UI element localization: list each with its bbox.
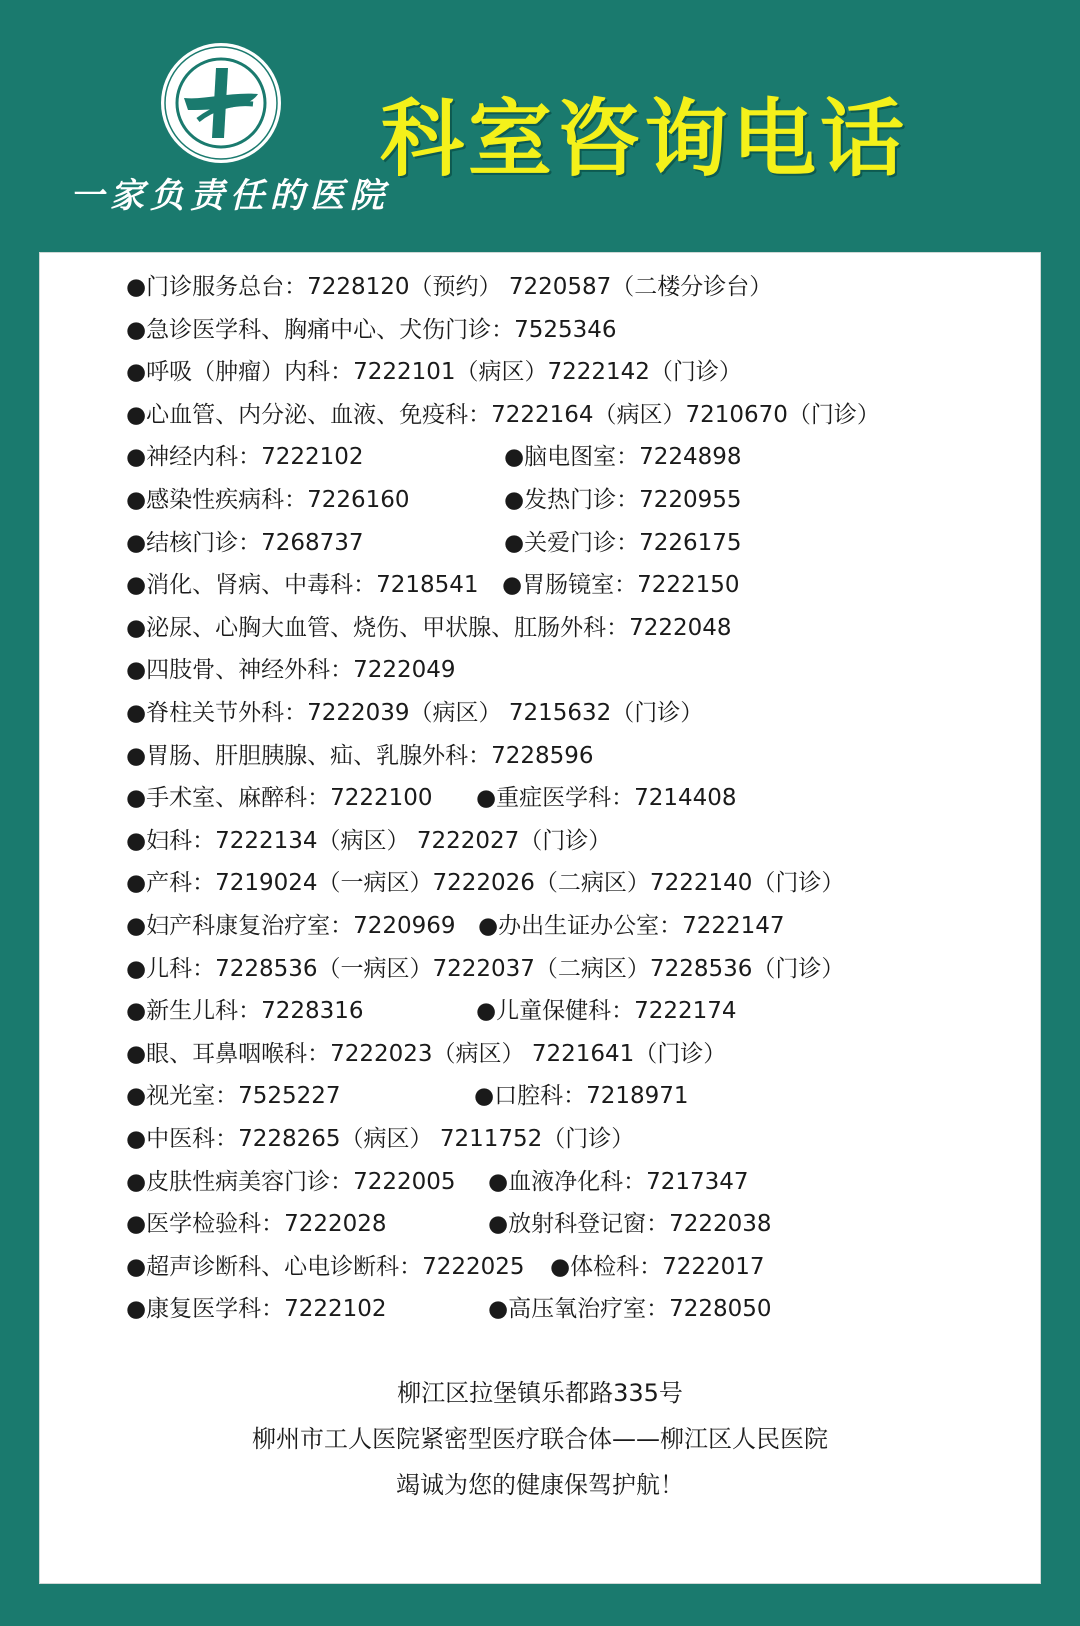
department-phone: ●胃肠、肝胆胰腺、疝、乳腺外科：7228596: [126, 742, 594, 769]
phone-entry-row: [126, 780, 737, 816]
department-phone: ●发热门诊：7220955: [504, 487, 742, 513]
department-phone: ●神经内科：7222102: [126, 444, 364, 471]
department-phone: ●门诊服务总台：7228120（预约） 7220587（二楼分诊台）: [126, 274, 773, 300]
phone-entry-row: [126, 269, 772, 305]
department-phone: ●中医科：7228265（病区） 7211752（门诊）: [126, 1126, 635, 1152]
department-phone: ●妇科：7222134（病区） 7222027（门诊）: [126, 827, 612, 854]
department-phone: ●脑电图室：7224898: [504, 444, 742, 471]
department-phone: ●重症医学科：7214408: [476, 785, 737, 812]
phone-entry-row: [126, 567, 740, 603]
phone-entry-row: [126, 865, 844, 901]
department-phone: ●放射科登记窗：7222038: [488, 1211, 772, 1238]
department-phone: ●四肢骨、神经外科：7222049: [126, 657, 456, 684]
department-phone: ●产科：7219024（一病区）7222026（二病区）7222140（门诊）: [126, 870, 845, 897]
phone-entry-row: [126, 652, 456, 688]
contact-panel: [40, 253, 1040, 1583]
department-phone: ●血液净化科：7217347: [488, 1168, 749, 1195]
phone-entry-row: [126, 1249, 765, 1285]
department-phone: ●眼、耳鼻咽喉科：7222023（病区） 7221641（门诊）: [126, 1040, 727, 1067]
department-phone: ●办出生证办公室：7222147: [478, 913, 785, 939]
department-phone: ●急诊医学科、胸痛中心、犬伤门诊：7525346: [126, 316, 617, 343]
department-phone: ●感染性疾病科：7226160: [126, 487, 410, 513]
phone-entry-row: [126, 738, 594, 774]
phone-entry-row: [126, 823, 611, 859]
hospital-logo-icon: [158, 40, 284, 166]
page-title: 科室咨询电话: [380, 90, 909, 188]
phone-entry-row: [126, 482, 742, 518]
department-phone: ●脊柱关节外科：7222039（病区） 7215632（门诊）: [126, 700, 704, 726]
phone-entry-row: [126, 951, 844, 987]
phone-entry-row: [126, 695, 703, 731]
phone-entry-row: [126, 908, 785, 944]
phone-entry-row: [126, 439, 742, 475]
department-phone: ●结核门诊：7268737: [126, 529, 364, 556]
department-phone: ●妇产科康复治疗室：7220969: [126, 913, 456, 939]
phone-entry-row: [126, 312, 617, 348]
phone-entry-row: [126, 354, 742, 390]
department-phone: ●关爱门诊：7226175: [504, 529, 742, 556]
department-phone: ●消化、肾病、中毒科：7218541: [126, 572, 479, 599]
phone-entry-row: [126, 1164, 749, 1200]
department-phone: ●体检科：7222017: [550, 1253, 765, 1280]
phone-entry-row: [126, 993, 737, 1029]
footer-alliance: 柳州市工人医院紧密型医疗联合体——柳江区人民医院: [252, 1425, 828, 1453]
footer-motto: 竭诚为您的健康保驾护航！: [396, 1471, 684, 1499]
header: [0, 0, 1080, 250]
department-phone: ●呼吸（肿瘤）内科：7222101（病区）7222142（门诊）: [126, 359, 742, 386]
phone-entry-row: [126, 1121, 634, 1157]
department-phone: ●胃肠镜室：7222150: [502, 572, 740, 599]
phone-entry-row: [126, 1206, 772, 1242]
department-phone: ●泌尿、心胸大血管、烧伤、甲状腺、肛肠外科：7222048: [126, 614, 732, 641]
phone-entry-row: [126, 610, 732, 646]
department-phone: ●口腔科：7218971: [474, 1083, 689, 1110]
department-phone: ●皮肤性病美容门诊：7222005: [126, 1168, 456, 1195]
phone-entry-row: [126, 1291, 772, 1327]
department-phone: ●儿童保健科：7222174: [476, 998, 737, 1025]
department-phone: ●新生儿科：7228316: [126, 998, 364, 1025]
department-phone: ●超声诊断科、心电诊断科：7222025: [126, 1253, 525, 1280]
hospital-slogan: 一家负责任的医院: [70, 176, 390, 216]
department-phone: ●儿科：7228536（一病区）7222037（二病区）7228536（门诊）: [126, 955, 845, 982]
department-phone: ●康复医学科：7222102: [126, 1296, 387, 1323]
phone-entry-row: [126, 525, 742, 561]
department-phone: ●高压氧治疗室：7228050: [488, 1296, 772, 1323]
department-phone: ●手术室、麻醉科：7222100: [126, 785, 433, 812]
phone-entry-row: [126, 1036, 726, 1072]
phone-entry-row: [126, 1078, 689, 1114]
phone-entry-row: [126, 397, 880, 433]
department-phone: ●心血管、内分泌、血液、免疫科：7222164（病区）7210670（门诊）: [126, 401, 880, 428]
department-phone: ●医学检验科：7222028: [126, 1211, 387, 1238]
footer-address: 柳江区拉堡镇乐都路335号: [397, 1379, 683, 1407]
department-phone: ●视光室：7525227: [126, 1083, 341, 1110]
